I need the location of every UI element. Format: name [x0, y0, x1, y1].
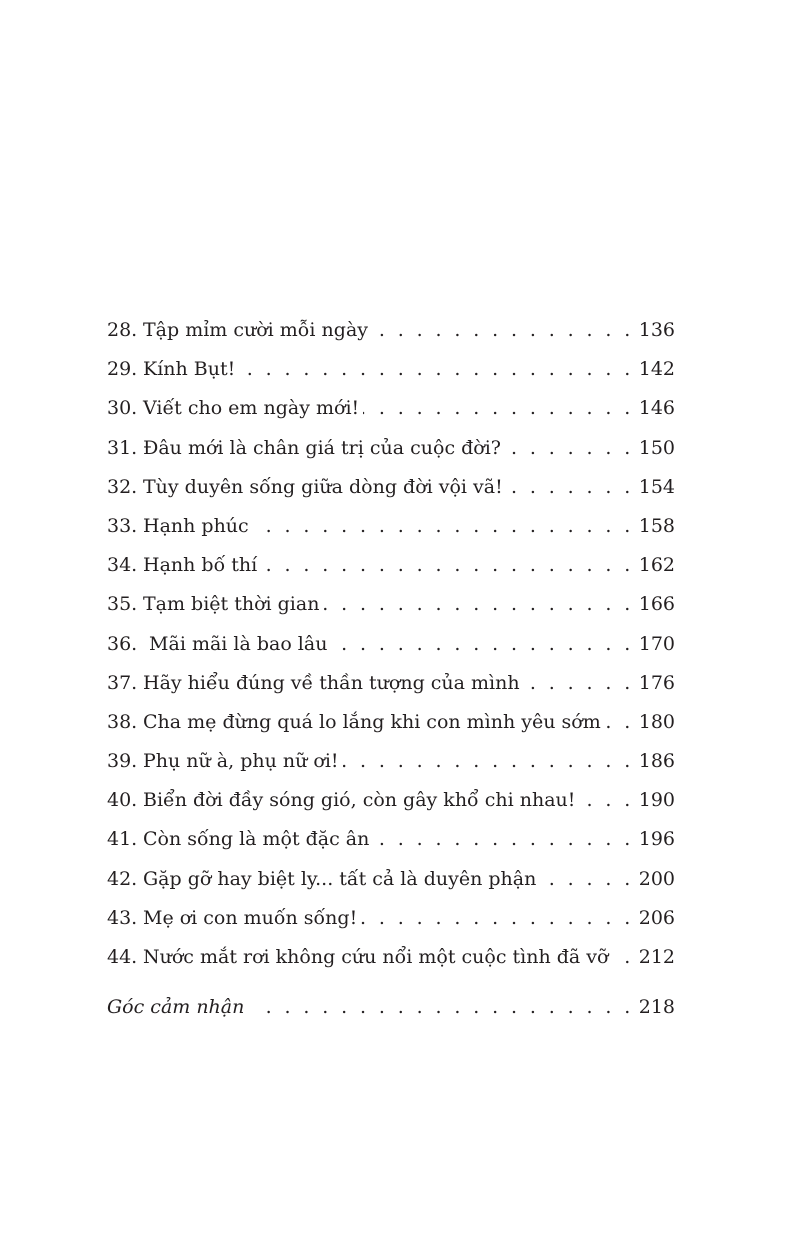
toc-entry[interactable]: [107, 350, 675, 389]
toc-entry-number: 44.: [107, 946, 138, 968]
toc-entry-page: 212: [638, 946, 675, 968]
toc-entry[interactable]: [107, 703, 675, 742]
toc-entry-number: 33.: [107, 514, 138, 537]
table-of-contents: [107, 311, 675, 1027]
toc-entry-page: 158: [638, 514, 675, 537]
toc-entry-number: 29.: [107, 358, 138, 381]
toc-entry-number: 38.: [107, 710, 138, 733]
dot-leader: [252, 988, 633, 1027]
dot-leader: [323, 585, 633, 624]
toc-entry-number: 42.: [107, 867, 138, 890]
dot-leader: [612, 938, 633, 977]
toc-entry[interactable]: [107, 625, 675, 664]
dot-leader: [363, 389, 634, 428]
toc-entry[interactable]: [107, 781, 675, 820]
toc-entry-number: 35.: [107, 593, 138, 616]
toc-entry-number: 30.: [107, 397, 138, 420]
toc-entry-page: 146: [638, 397, 675, 420]
toc-entry-page: 150: [638, 436, 675, 459]
dot-leader: [239, 350, 633, 389]
toc-entry[interactable]: [107, 938, 675, 977]
dot-leader: [372, 311, 634, 350]
dot-leader: [261, 546, 634, 585]
toc-entry-title: Gặp gỡ hay biệt ly... tất cả là duyên phận: [143, 867, 537, 890]
toc-entry-number: 36.: [107, 632, 138, 655]
toc-entry-title: Cha mẹ đừng quá lo lắng khi con mình yêu sớm: [143, 710, 601, 733]
dot-leader: [540, 860, 633, 899]
dot-leader: [524, 664, 634, 703]
dot-leader: [605, 703, 634, 742]
toc-appendix-entry[interactable]: [107, 988, 675, 1027]
toc-entry[interactable]: [107, 311, 675, 350]
dot-leader: [343, 742, 634, 781]
toc-entry[interactable]: [107, 664, 675, 703]
dot-leader: [505, 429, 634, 468]
toc-entry-page: 190: [638, 789, 675, 812]
dot-leader: [373, 820, 633, 859]
toc-appendix-page: 218: [638, 996, 675, 1019]
dot-leader: [507, 468, 634, 507]
toc-appendix-title: Góc cảm nhận: [107, 996, 245, 1019]
dot-leader: [331, 625, 633, 664]
toc-entry-number: 31.: [107, 436, 138, 459]
toc-entry-title: Hạnh phúc: [143, 514, 249, 537]
toc-entry-number: 28.: [107, 319, 138, 341]
toc-entry-title: Tùy duyên sống giữa dòng đời vội vã!: [143, 475, 503, 498]
dot-leader: [361, 899, 634, 938]
toc-entry[interactable]: [107, 507, 675, 546]
toc-entry-page: 136: [638, 319, 675, 341]
toc-entry-page: 180: [638, 710, 675, 733]
toc-entry-title: Hãy hiểu đúng về thần tượng của mình: [143, 671, 520, 694]
toc-entry-title: Mẹ ơi con muốn sống!: [143, 906, 358, 929]
toc-entry[interactable]: [107, 860, 675, 899]
toc-entry[interactable]: [107, 389, 675, 428]
toc-entry-title: Nước mắt rơi không cứu nổi một cuộc tình đã vỡ: [143, 946, 609, 968]
toc-entry-page: 166: [638, 593, 675, 616]
dot-leader: [253, 507, 634, 546]
toc-entry-title: Mãi mãi là bao lâu: [143, 632, 328, 655]
toc-entry-title: Kính Bụt!: [143, 358, 236, 381]
toc-entry-number: 39.: [107, 750, 138, 773]
toc-entry-title: Phụ nữ à, phụ nữ ơi!: [143, 750, 339, 773]
toc-entry-number: 37.: [107, 671, 138, 694]
toc-entry[interactable]: [107, 429, 675, 468]
toc-entry-number: 43.: [107, 906, 138, 929]
toc-entry-number: 32.: [107, 475, 138, 498]
toc-entry-page: 170: [638, 632, 675, 655]
toc-entry-title: Viết cho em ngày mới!: [143, 397, 360, 420]
toc-entry-page: 196: [638, 828, 675, 851]
toc-entry-title: Biển đời đầy sóng gió, còn gây khổ chi nhau!: [143, 789, 576, 812]
toc-entry[interactable]: [107, 742, 675, 781]
toc-entry-number: 34.: [107, 554, 138, 577]
toc-entry-page: 206: [638, 906, 675, 929]
toc-entry-title: Đâu mới là chân giá trị của cuộc đời?: [143, 436, 501, 459]
toc-entry-page: 162: [638, 554, 675, 577]
toc-entry-number: 41.: [107, 828, 138, 851]
toc-entry-page: 142: [638, 358, 675, 381]
toc-entry-page: 176: [638, 671, 675, 694]
toc-entry[interactable]: [107, 899, 675, 938]
toc-entry-title: Tạm biệt thời gian: [143, 593, 320, 616]
dot-leader: [579, 781, 633, 820]
toc-entry-page: 186: [638, 750, 675, 773]
toc-entry[interactable]: [107, 585, 675, 624]
toc-entry-page: 200: [638, 867, 675, 890]
toc-entry-page: 154: [638, 475, 675, 498]
toc-entry[interactable]: [107, 546, 675, 585]
toc-entry[interactable]: [107, 820, 675, 859]
toc-entry-title: Còn sống là một đặc ân: [143, 828, 370, 851]
toc-entry[interactable]: [107, 468, 675, 507]
toc-entry-number: 40.: [107, 789, 138, 812]
toc-entry-title: Hạnh bố thí: [143, 554, 258, 577]
toc-entry-title: Tập mỉm cười mỗi ngày: [143, 319, 369, 341]
